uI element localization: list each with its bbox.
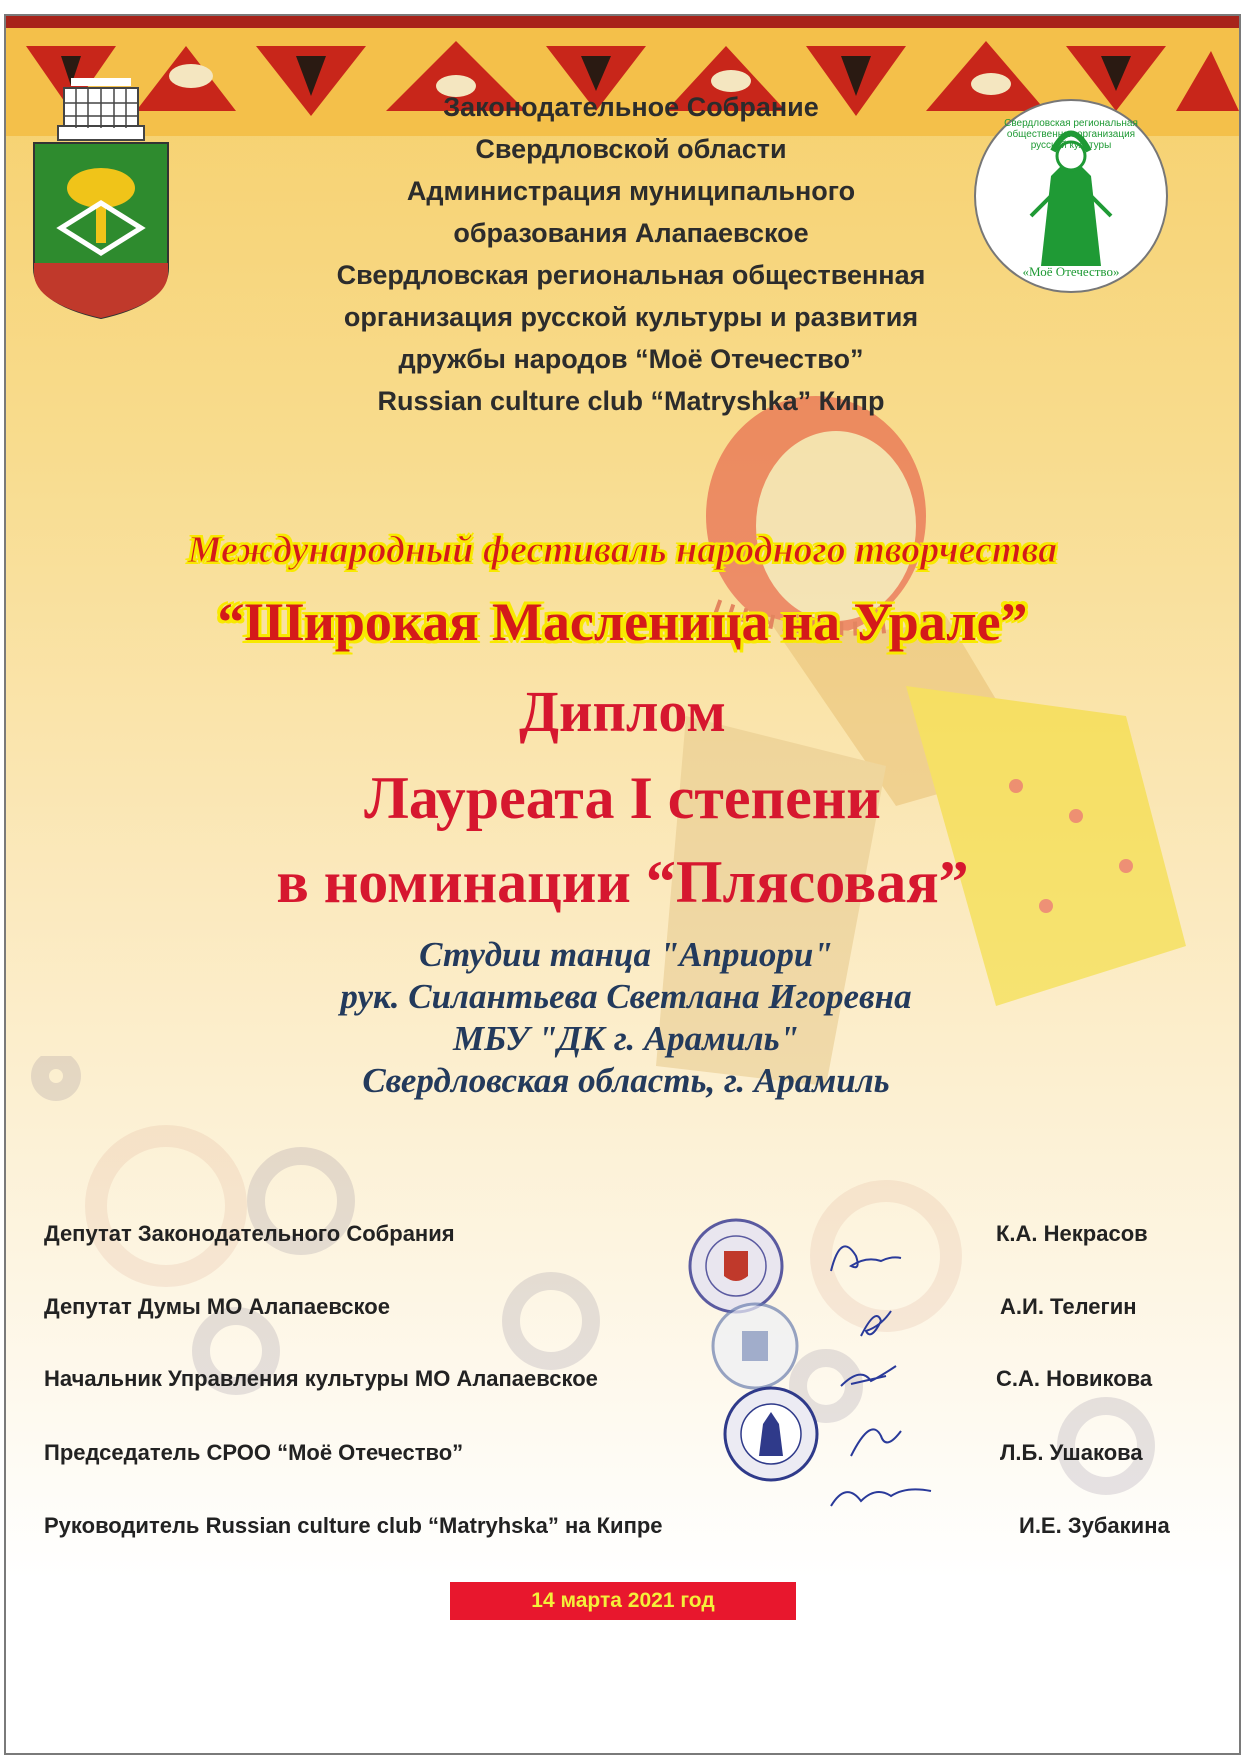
signatory-title: Депутат Думы МО Алапаевское [44,1294,390,1319]
header-line: организация русской культуры и развития [343,302,919,332]
recipient-line: рук. Силантьева Светлана Игоревна [340,977,912,1016]
signatory-row [44,1366,1194,1400]
signatory-title: Председатель СРОО “Моё Отечество” [44,1440,464,1465]
signatory-name: Л.Б. Ушакова [1000,1440,1143,1465]
diploma-title: Диплом [519,679,726,744]
signatory-title: Руководитель Russian culture club “Matryhska” на Кипре [44,1513,663,1538]
handwritten-signatures [821,1226,951,1526]
organization-seal-icon [721,1384,821,1484]
signatory-title: Начальник Управления культуры МО Алапаевское [44,1366,598,1391]
logo-arc-text: Свердловская региональная общественная организация русской культуры [1004,118,1138,151]
date-badge: 14 марта 2021 год [450,1582,796,1620]
festival-subtitle: Международный фестиваль народного творчества [187,529,1058,571]
signatory-row [44,1294,1194,1328]
signatory-name: К.А. Некрасов [996,1221,1148,1246]
diploma-nomination: в номинации “Плясовая” [276,849,969,915]
signatory-row [44,1513,1194,1547]
signatory-row [44,1440,1194,1474]
header-line: Администрация муниципального [406,176,856,206]
organizers-header [236,86,1026,422]
festival-name: “Широкая Масленица на Урале” [217,592,1028,652]
header-line: дружбы народов “Моё Отечество” [398,344,864,374]
signatory-title: Депутат Законодательного Собрания [44,1221,455,1246]
recipient-line: Студии танца "Априори" [419,935,833,974]
header-line: образования Алапаевское [453,218,809,248]
signatory-row [44,1221,1194,1255]
header-line: Законодательное Собрание [443,92,819,122]
header-line: Свердловская региональная общественная [336,260,926,290]
header-line: Свердловской области [475,134,787,164]
official-seal-icon [710,1301,800,1391]
signatory-name: С.А. Новикова [996,1366,1153,1391]
signatory-name: А.И. Телегин [1000,1294,1137,1319]
coat-of-arms-icon [26,78,176,323]
header-line: Russian culture club “Matryshka” Кипр [377,386,885,416]
recipient-line: Свердловская область, г. Арамиль [362,1061,890,1100]
recipient-line: МБУ "ДК г. Арамиль" [452,1019,800,1058]
logo-bottom-text: «Моё Отечество» [1022,264,1120,279]
diploma-degree: Лауреата I степени [364,765,881,831]
decorative-gears [6,1056,1239,1506]
recipient-block [226,934,1026,1102]
diploma-sheet [4,14,1241,1755]
signatory-name: И.Е. Зубакина [1019,1513,1170,1538]
